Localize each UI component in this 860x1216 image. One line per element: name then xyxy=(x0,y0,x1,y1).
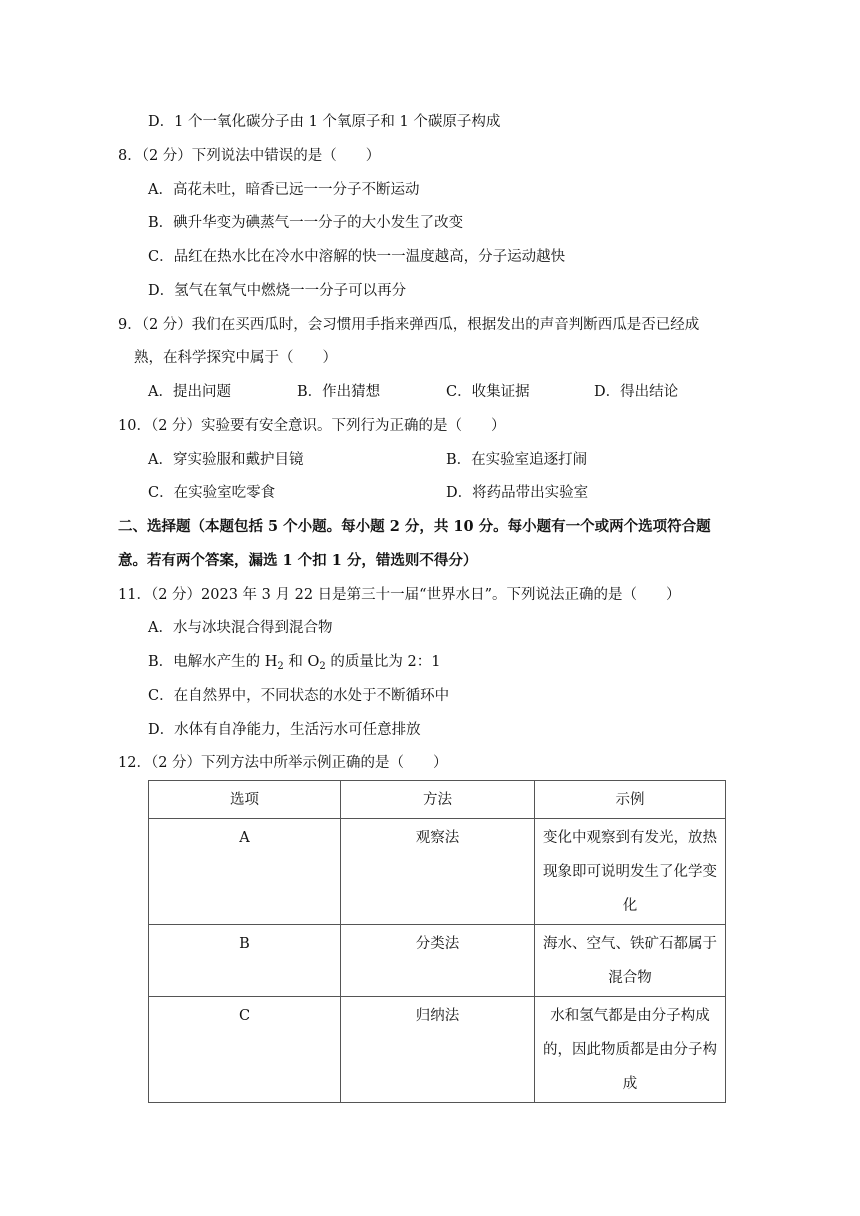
q11-option-b-pre: B．电解水产生的 H xyxy=(148,654,278,670)
row-c-example-line2: 的，因此物质都是由分子构 xyxy=(543,1042,717,1058)
table-row xyxy=(149,819,726,925)
q10-option-b: B．在实验室追逐打闹 xyxy=(446,452,588,468)
row-c-example-text xyxy=(535,997,725,1101)
row-c-method-text: 归纳法 xyxy=(415,1008,460,1024)
row-a-example-line3: 化 xyxy=(622,898,638,914)
q8-stem: 8．（2 分）下列说法中错误的是（ ） xyxy=(118,148,381,164)
section-heading-line1: 二、选择题（本题包括 5 个小题。每小题 2 分，共 10 分。每小题有一个或两个选项符合题 xyxy=(118,518,711,535)
table-header-example xyxy=(535,781,726,819)
row-a-example-text xyxy=(535,819,725,923)
q10-option-d: D．将药品带出实验室 xyxy=(446,485,589,501)
header-method-text: 方法 xyxy=(423,792,452,808)
row-b-example-line1: 海水、空气、铁矿石都属于 xyxy=(543,936,717,952)
row-b-option-text: B xyxy=(239,936,250,952)
row-b-method-text: 分类法 xyxy=(415,936,460,952)
table-header-method xyxy=(341,781,535,819)
row-a-method-text: 观察法 xyxy=(415,830,460,846)
row-c-example-line1: 水和氢气都是由分子构成 xyxy=(550,1008,710,1024)
row-c-option xyxy=(149,997,341,1103)
row-a-option-text: A xyxy=(239,830,250,846)
q11-option-d: D．水体有自净能力，生活污水可任意排放 xyxy=(148,722,421,738)
table-row xyxy=(149,925,726,997)
row-a-method xyxy=(341,819,535,925)
row-c-example-line3: 成 xyxy=(622,1076,638,1092)
q8-option-c: C．品红在热水比在冷水中溶解的快一一温度越高，分子运动越快 xyxy=(148,249,566,265)
q7-option-d: D．1 个一氧化碳分子由 1 个氧原子和 1 个碳原子构成 xyxy=(148,114,501,130)
row-a-example xyxy=(535,819,726,925)
q8-option-a: A．高花未吐，暗香已远一一分子不断运动 xyxy=(148,182,420,198)
q12-stem: 12．（2 分）下列方法中所举示例正确的是（ ） xyxy=(118,755,448,771)
row-a-example-line2: 现象即可说明发生了化学变 xyxy=(543,864,717,880)
q9-option-b: B．作出猜想 xyxy=(297,384,381,400)
row-a-option xyxy=(149,819,341,925)
header-option-text: 选项 xyxy=(230,792,259,808)
q8-option-b: B．碘升华变为碘蒸气一一分子的大小发生了改变 xyxy=(148,215,464,231)
q11-stem: 11．（2 分）2023 年 3 月 22 日是第三十一届“世界水日”。下列说法正确的是（ ） xyxy=(118,587,681,603)
table-row xyxy=(149,997,726,1103)
q9-option-c: C．收集证据 xyxy=(446,384,530,400)
section-heading-line2: 意。若有两个答案，漏选 1 个扣 1 分，错选则不得分） xyxy=(118,552,478,569)
table-header-option xyxy=(149,781,341,819)
q8-option-d: D．氢气在氧气中燃烧一一分子可以再分 xyxy=(148,283,407,299)
q11-option-b-post: 的质量比为 2：1 xyxy=(325,654,441,670)
q11-option-b-mid: 和 O xyxy=(283,654,320,670)
q11-option-c: C．在自然界中，不同状态的水处于不断循环中 xyxy=(148,688,450,704)
row-c-option-text: C xyxy=(238,1008,251,1024)
q9-stem-line2: 熟，在科学探究中属于（ ） xyxy=(134,350,337,366)
header-example-text: 示例 xyxy=(615,792,645,808)
row-c-example xyxy=(535,997,726,1103)
q10-stem: 10．（2 分）实验要有安全意识。下列行为正确的是（ ） xyxy=(118,418,506,434)
q11-option-a: A．水与冰块混合得到混合物 xyxy=(148,620,333,636)
table-header-row xyxy=(149,781,726,819)
q11-option-b xyxy=(148,652,440,672)
row-a-example-line1: 变化中观察到有发光，放热 xyxy=(543,830,717,846)
q12-table xyxy=(148,780,726,1103)
q9-option-a: A．提出问题 xyxy=(148,384,231,400)
q10-option-c: C．在实验室吃零食 xyxy=(148,485,276,501)
q11-option-b-sub1: 2 xyxy=(277,661,284,672)
q11-option-b-sub2: 2 xyxy=(319,661,326,672)
q9-stem-line1: 9．（2 分）我们在买西瓜时，会习惯用手指来弹西瓜，根据发出的声音判断西瓜是否已经成 xyxy=(118,317,700,333)
row-b-example-text xyxy=(535,925,725,995)
row-b-example xyxy=(535,925,726,997)
row-b-example-line2: 混合物 xyxy=(608,970,652,986)
row-b-option xyxy=(149,925,341,997)
q9-option-d: D．得出结论 xyxy=(594,384,679,400)
row-b-method xyxy=(341,925,535,997)
row-c-method xyxy=(341,997,535,1103)
q10-option-a: A．穿实验服和戴护目镜 xyxy=(148,452,304,468)
